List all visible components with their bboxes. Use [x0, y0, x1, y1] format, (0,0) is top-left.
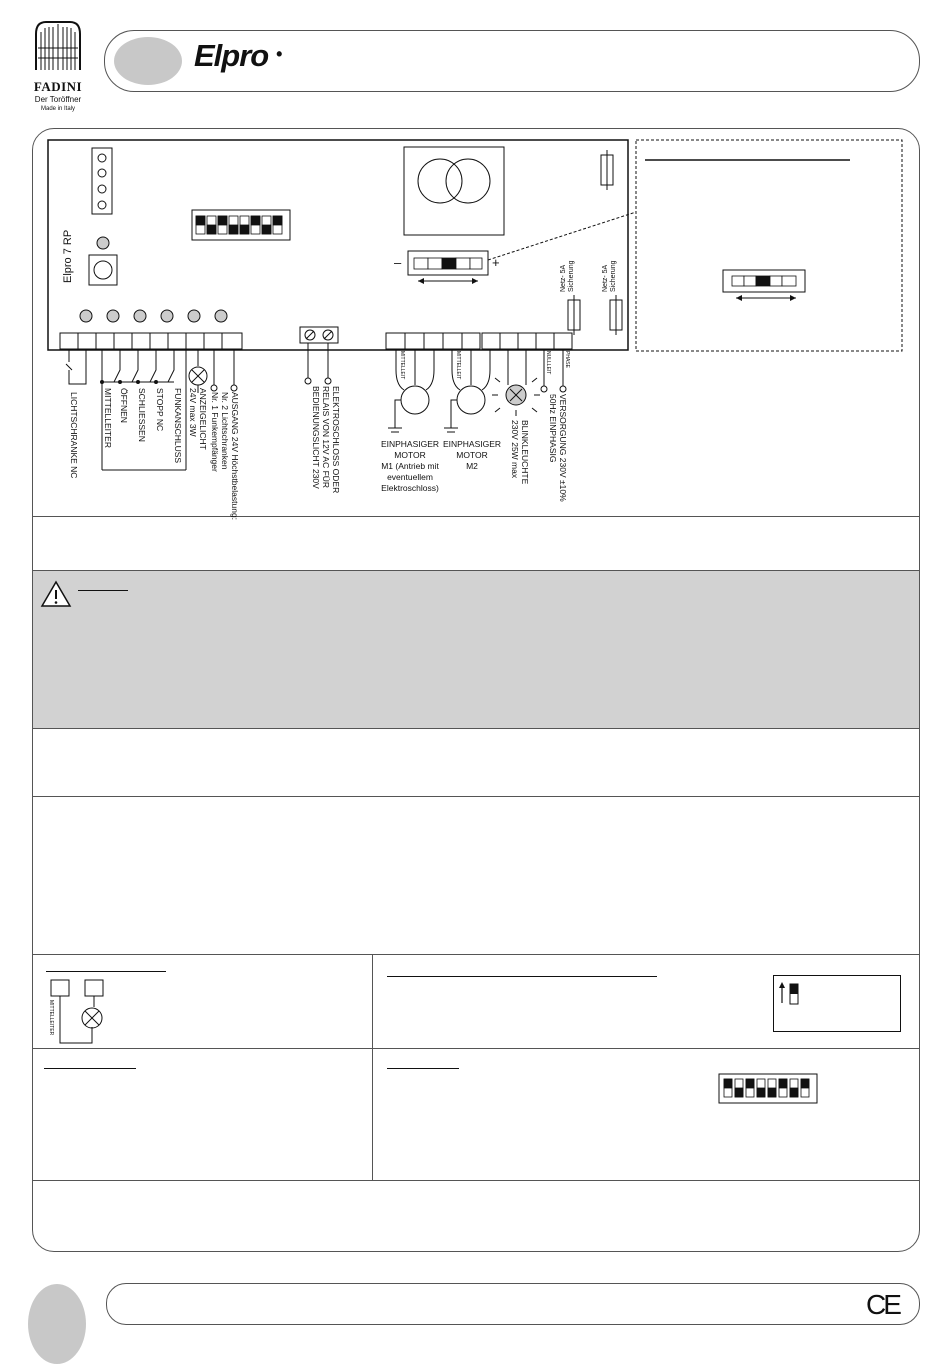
brand-tagline: Der Toröffner [34, 95, 82, 104]
tiny-mitteleiter-2: MITTELLEIT [455, 351, 461, 380]
tiny-phase: PHASE [564, 351, 570, 368]
dip-switch-single [776, 979, 816, 1009]
label-flasher: BLINKLEUCHTE 230V 25W max [510, 420, 530, 485]
switch-box [773, 975, 901, 1032]
label-photocell: LICHTSCHRANKE NC [69, 392, 79, 479]
label-common: MITTELLEITER [103, 388, 113, 448]
footer-frame [106, 1283, 920, 1325]
section-divider [32, 570, 920, 571]
warning-icon [40, 580, 72, 608]
label-supply: VERSORGUNG 230V ±10% 50Hz EINPHASIG [548, 394, 568, 502]
page-title: Elpro • [194, 38, 282, 73]
label-stop: STOPP NC [155, 388, 165, 432]
tiny-mitteleiter-1: MITTELLEIT [399, 351, 405, 380]
panel-heading-line [44, 1068, 136, 1069]
section-divider [32, 728, 920, 729]
label-close: SCHLIESSEN [137, 388, 147, 442]
label-radio: FUNKANSCHLUSS [173, 388, 183, 464]
warning-band [33, 571, 919, 728]
label-relay: ELEKTROSCHLOSS ODER RELAIS VON 12V AC FÜR BEDIENUNGSLICHT 230V [311, 386, 341, 494]
panel-heading-line [387, 1068, 459, 1069]
label-output24: AUSGANG 24V Höchstbelastung: Nr. 2 Lichtschranken Nr. 1 Funkempfänger [210, 392, 240, 521]
tiny-nulleiter: NULLLEIT [545, 351, 551, 375]
board-name: Elpro 7 RP [62, 229, 74, 283]
panel-heading-line [387, 976, 657, 977]
fuse-label-left: Netz- 5A Sicherung [560, 260, 575, 292]
brand-origin: Made in Italy [40, 106, 76, 112]
brand-name: FADINI [33, 79, 83, 94]
page-number-oval [28, 1284, 86, 1364]
section-divider [32, 954, 920, 955]
section-divider [32, 1048, 920, 1049]
label-motor2: EINPHASIGER MOTOR M2 [442, 439, 502, 471]
trim-plus: + [492, 255, 500, 270]
ce-mark: CE [866, 1289, 899, 1320]
section-divider [32, 796, 920, 797]
tiny-mitteleiter-bl: MITTELLEITER [48, 1000, 54, 1036]
trim-minus: – [394, 255, 402, 270]
label-motor1: EINPHASIGER MOTOR M1 (Antrieb mit eventuellem Elektroschloss) [380, 439, 440, 493]
warning-heading-line [78, 590, 128, 591]
section-divider [32, 1180, 920, 1181]
dip-switch-block [718, 1073, 818, 1105]
label-indicator: ANZEIGELICHT 24V max 3W [188, 388, 208, 450]
panel-heading-line [46, 971, 166, 972]
fuse-label-right: Netz- 5A Sicherung [602, 260, 617, 292]
column-divider [372, 954, 373, 1180]
label-open: ÖFFNEN [119, 388, 129, 423]
